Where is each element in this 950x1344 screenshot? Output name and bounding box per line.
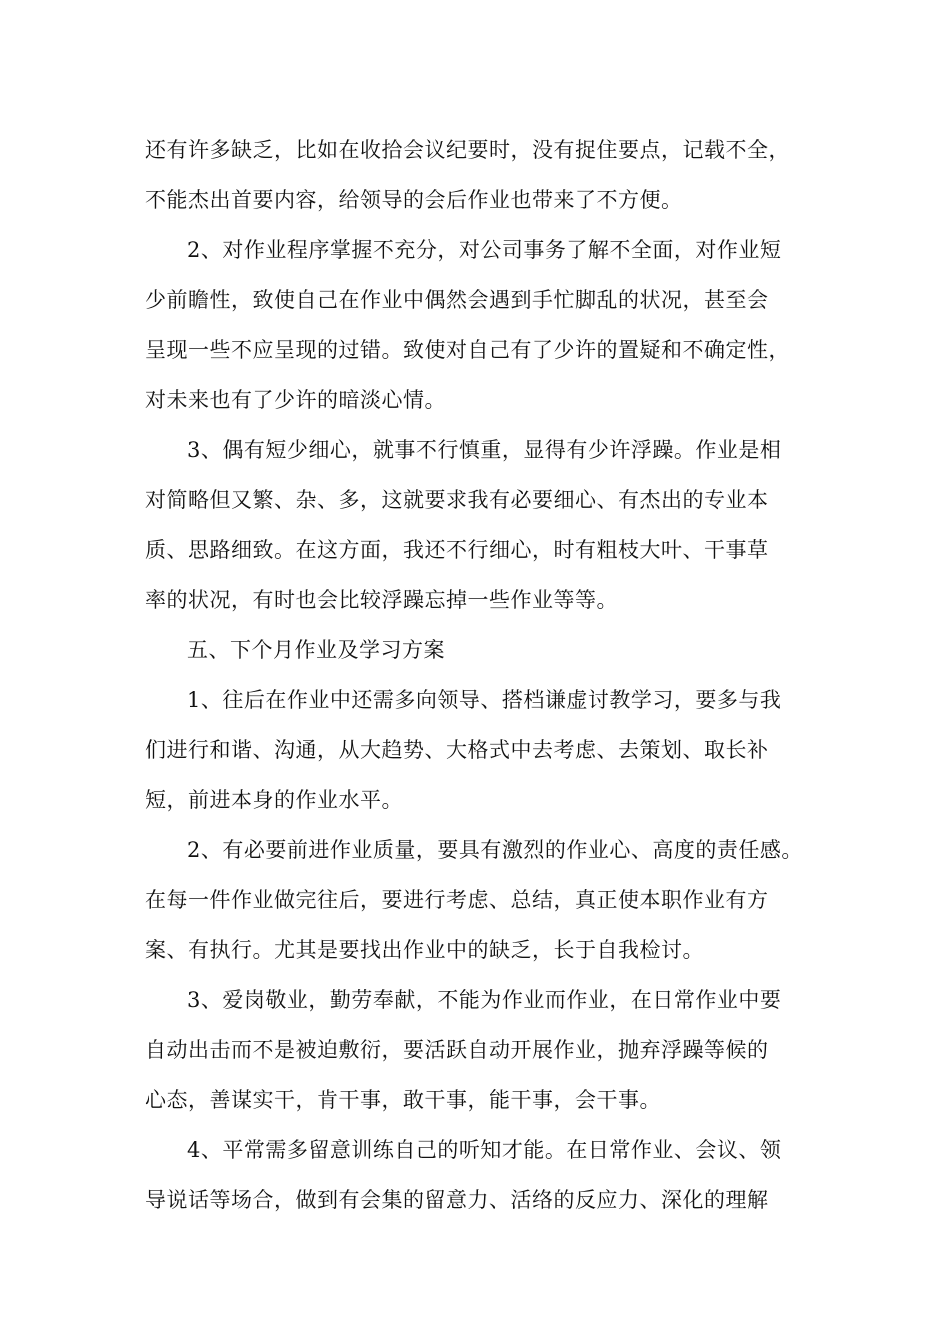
text-line: 2、对作业程序掌握不充分，对公司事务了解不全面，对作业短 bbox=[187, 238, 782, 262]
text-line: 导说话等场合，做到有会集的留意力、活络的反应力、深化的理解 bbox=[145, 1188, 769, 1212]
text-line: 心态，善谋实干，肯干事，敢干事，能干事，会干事。 bbox=[145, 1088, 661, 1112]
text-line: 自动出击而不是被迫敷衍，要活跃自动开展作业，抛弃浮躁等候的 bbox=[145, 1038, 769, 1062]
text-line: 在每一件作业做完往后，要进行考虑、总结，真正使本职作业有方 bbox=[145, 888, 769, 912]
text-line: 少前瞻性，致使自己在作业中偶然会遇到手忙脚乱的状况，甚至会 bbox=[145, 288, 769, 312]
text-line: 对未来也有了少许的暗淡心情。 bbox=[145, 388, 446, 412]
text-line: 还有许多缺乏，比如在收拾会议纪要时，没有捉住要点，记载不全， bbox=[145, 138, 790, 162]
text-line: 率的状况，有时也会比较浮躁忘掉一些作业等等。 bbox=[145, 588, 618, 612]
text-line: 短，前进本身的作业水平。 bbox=[145, 788, 403, 812]
text-line: 质、思路细致。在这方面，我还不行细心，时有粗枝大叶、干事草 bbox=[145, 538, 769, 562]
section-heading: 五、下个月作业及学习方案 bbox=[187, 638, 445, 662]
text-line: 3、偶有短少细心，就事不行慎重，显得有少许浮躁。作业是相 bbox=[187, 438, 782, 462]
text-line: 3、爱岗敬业，勤劳奉献，不能为作业而作业，在日常作业中要 bbox=[187, 988, 782, 1012]
text-line: 案、有执行。尤其是要找出作业中的缺乏，长于自我检讨。 bbox=[145, 938, 704, 962]
text-line: 不能杰出首要内容，给领导的会后作业也带来了不方便。 bbox=[145, 188, 683, 212]
text-line: 呈现一些不应呈现的过错。致使对自己有了少许的置疑和不确定性， bbox=[145, 338, 790, 362]
text-line: 4、平常需多留意训练自己的听知才能。在日常作业、会议、领 bbox=[187, 1138, 782, 1162]
text-line: 2、有必要前进作业质量，要具有激烈的作业心、高度的责任感。 bbox=[187, 838, 803, 862]
text-line: 对简略但又繁、杂、多，这就要求我有必要细心、有杰出的专业本 bbox=[145, 488, 769, 512]
text-line: 们进行和谐、沟通，从大趋势、大格式中去考虑、去策划、取长补 bbox=[145, 738, 769, 762]
text-line: 1、往后在作业中还需多向领导、搭档谦虚讨教学习，要多与我 bbox=[187, 688, 782, 712]
